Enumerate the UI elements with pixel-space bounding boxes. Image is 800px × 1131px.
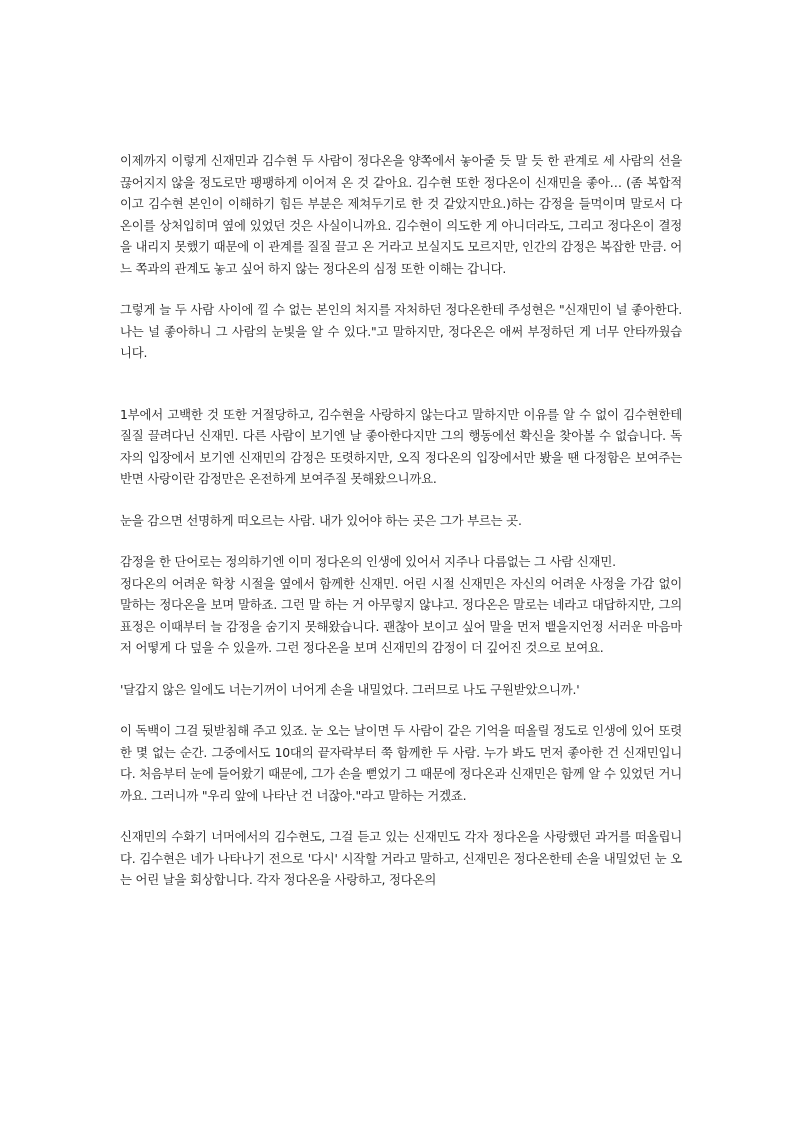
paragraph-9: 신재민의 수화기 너머에서의 김수현도, 그걸 듣고 있는 신재민도 각자 정다온을 사랑했던 과거를 떠올립니다. 김수현은 네가 나타나기 전으로 '다시' 시작할 거라고 말하고, 신재민은 정다온한테 손을 내밀었던 눈 오는 어린 날을 회상합니다. 각자 정다온을 사랑하고, 정다온의 xyxy=(120,829,682,887)
paragraph-1: 이제까지 이렇게 신재민과 김수현 두 사람이 정다온을 양쪽에서 놓아줄 듯 말 듯 한 관계로 세 사람의 선을 끊어지지 않을 정도로만 팽팽하게 이어져 온 것 같아요. 김수현 또한 정다온이 신재민을 좋아… (좀 복합적이고 김수현 본인이 이해하기 힘든 부분은 제쳐두기로 한 것 같았지만요.)하는 감정을 들먹이며 말로서 다온이를 상처입히며 옆에 있었던 것은 사실이니까요. 김수현이 의도한 게 아니더라도, 그리고 정다온이 결정을 내리지 못했기 때문에 이 관계를 질질 끌고 온 거라고 보실지도 모르지만, 인간의 감정은 복잡한 만큼. 어느 쪽과의 관계도 놓고 싶어 하지 않는 정다온의 심정 또한 이해는 갑니다. xyxy=(120,153,682,276)
document-page xyxy=(120,150,682,911)
paragraph-4: 눈을 감으면 선명하게 떠오르는 사람. 내가 있어야 하는 곳은 그가 부르는 곳. xyxy=(120,512,522,528)
paragraph-7-quote: '달갑지 않은 일에도 너는기꺼이 너어게 손을 내밀었다. 그러므로 나도 구원받았으니까.' xyxy=(120,681,580,697)
paragraph-5: 감정을 한 단어로는 정의하기엔 이미 정다온의 인생에 있어서 지주나 다름없는 그 사람 신재민. xyxy=(120,554,616,569)
paragraph-3: 1부에서 고백한 것 또한 거절당하고, 김수현을 사랑하지 않는다고 말하지만 이유를 알 수 없이 김수현한테 질질 끌려다닌 신재민. 다른 사람이 보기엔 날 좋아한다지만 그의 행동에선 확신을 찾아볼 수 없습니다. 독자의 입장에서 보기엔 신재민의 감정은 또렷하지만, 오직 정다온의 입장에서만 봤을 땐 다정함은 보여주는 반면 사랑이란 감정만은 온전하게 보여주질 못해왔으니까요. xyxy=(120,406,682,486)
paragraph-8: 이 독백이 그걸 뒷받침해 주고 있죠. 눈 오는 날이면 두 사람이 같은 기억을 떠올릴 정도로 인생에 있어 또렷한 몇 없는 순간. 그중에서도 10대의 끝자락부터 쭉 함께한 두 사람. 누가 봐도 먼저 좋아한 건 신재민입니다. 처음부터 눈에 들어왔기 때문에, 그가 손을 뻗었기 그 때문에 정다온과 신재민은 함께 알 수 있었던 거니까요. 그러니까 "우리 앞에 나타난 건 너잖아."라고 말하는 거겠죠. xyxy=(120,723,682,803)
paragraph-2: 그렇게 늘 두 사람 사이에 낄 수 없는 본인의 처지를 자처하던 정다온한테 주성현은 "신재민이 널 좋아한다. 나는 널 좋아하니 그 사람의 눈빛을 알 수 있다."고 말하지만, 정다온은 애써 부정하던 게 너무 안타까웠습니다. xyxy=(120,302,682,360)
paragraph-6: 정다온의 어려운 학창 시절을 옆에서 함께한 신재민. 어린 시절 신재민은 자신의 어려운 사정을 가감 없이 말하는 정다온을 보며 말하죠. 그런 말 하는 거 아무렇지 않냐고. 정다온은 말로는 네라고 대답하지만, 그의 표정은 이때부터 늘 감정을 숨기지 못해왔습니다. 괜찮아 보이고 싶어 말을 먼저 뱉을지언정 서러운 마음마저 어떻게 다 덮을 수 있을까. 그런 정다온을 보며 신재민의 감정이 더 깊어진 것으로 보여요. xyxy=(120,575,682,655)
